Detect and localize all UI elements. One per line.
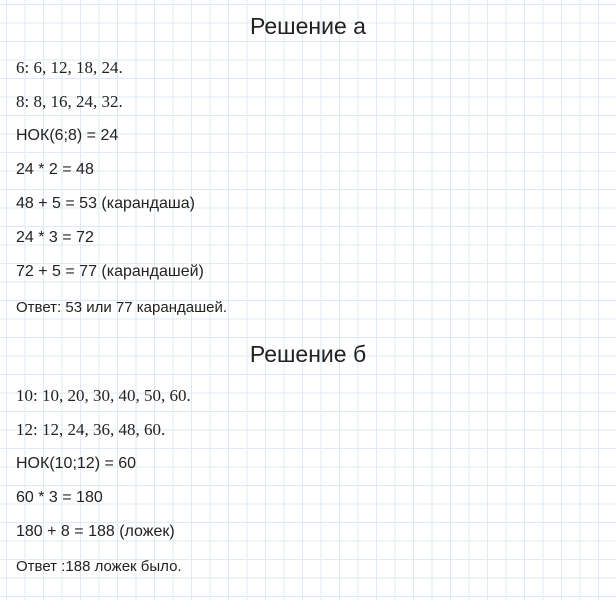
answer-line: Ответ: 53 или 77 карандашей.	[16, 299, 227, 316]
lcm-line: НОК(10;12) = 60	[16, 455, 137, 472]
multiples-line: 6: 6, 12, 18, 24.	[16, 58, 123, 77]
calc-line: 24 * 3 = 72	[16, 229, 94, 246]
solution-a-title: Решение а	[250, 13, 366, 39]
calc-line: 24 * 2 = 48	[16, 161, 94, 178]
lcm-line: НОК(6;8) = 24	[16, 127, 119, 144]
multiples-line: 12: 12, 24, 36, 48, 60.	[16, 420, 166, 439]
answer-line: Ответ :188 ложек было.	[16, 558, 182, 575]
calc-line: 48 + 5 = 53 (карандаша)	[16, 195, 195, 212]
calc-line: 60 * 3 = 180	[16, 489, 103, 506]
solution-b-title: Решение б	[249, 341, 367, 367]
calc-line: 180 + 8 = 188 (ложек)	[16, 523, 175, 540]
calc-line: 72 + 5 = 77 (карандашей)	[16, 263, 204, 280]
multiples-line: 8: 8, 16, 24, 32.	[16, 92, 123, 111]
multiples-line: 10: 10, 20, 30, 40, 50, 60.	[16, 386, 191, 405]
